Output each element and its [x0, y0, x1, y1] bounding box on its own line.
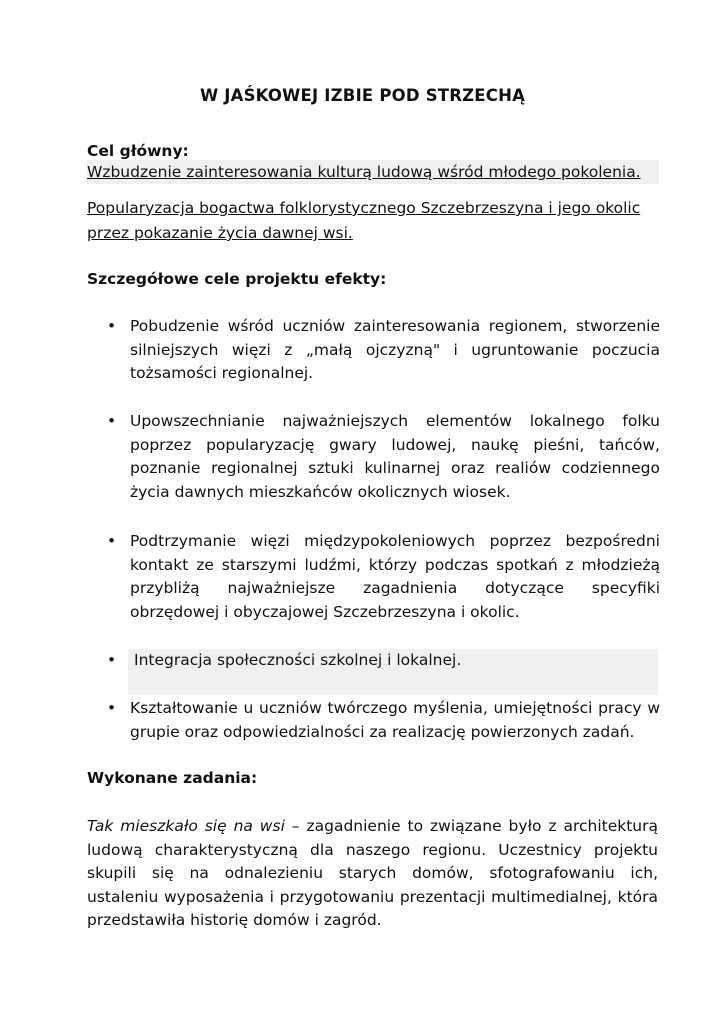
main-goal-line-2: Popularyzacja bogactwa folklorystycznego Szczebrzeszyna i jego okolic przez pokazanie życia dawnej wsi.: [87, 199, 641, 242]
list-item-text: Podtrzymanie więzi międzypokoleniowych poprzez bezpośredni kontakt ze starszymi ludźmi, którzy podczas spotkań z młodzieżą przybliżą najważniejsze zagadnienia dotyczące specyfiki obrzędowej i obyczajowej Szczebrzeszyna i okolic.: [130, 532, 660, 621]
task-description: – zagadnienie to związane było z architekturą ludową charakterystyczną dla naszego regionu. Uczestnicy projektu skupili się na odnalezieniu starych domów, sfotografowaniu ich, ustaleniu wyposażenia i przygotowaniu prezentacji multimedialnej, która przedstawiła historię domów i zagród.: [87, 817, 658, 929]
detailed-goals-label: Szczegółowe cele projektu efekty:: [87, 270, 387, 288]
bullet-dot-icon: •: [107, 532, 117, 550]
list-item: [104, 697, 660, 744]
main-goal-line-1: Wzbudzenie zainteresowania kulturą ludową wśród młodego pokolenia.: [87, 160, 659, 184]
list-item: [104, 315, 660, 386]
main-goal-label: Cel główny:: [87, 142, 189, 160]
list-item: [104, 530, 660, 624]
list-item: [104, 410, 660, 504]
completed-tasks-label: Wykonane zadania:: [87, 769, 258, 787]
bullet-dot-icon: •: [107, 651, 117, 669]
list-item-text: Kształtowanie u uczniów twórczego myślenia, umiejętności pracy w grupie oraz odpowiedzialności za realizację powierzonych zadań.: [130, 699, 660, 741]
list-item: [107, 649, 658, 695]
list-item-text: Pobudzenie wśród uczniów zainteresowania regionem, stworzenie silniejszych więzi z „małą ojczyzną" i ugruntowanie poczucia tożsamości regionalnej.: [130, 317, 660, 382]
list-item-text: Upowszechnianie najważniejszych elementów lokalnego folku poprzez popularyzację gwary ludowej, naukę pieśni, tańców, poznanie regionalnej sztuki kulinarnej oraz realiów codziennego życia dawnych mieszkańców okolicznych wiosek.: [130, 412, 660, 501]
list-item-text: Integracja społeczności szkolnej i lokalnej.: [134, 651, 462, 669]
bullet-dot-icon: •: [107, 412, 117, 430]
document-title: W JAŚKOWEJ IZBIE POD STRZECHĄ: [199, 86, 526, 105]
bullet-dot-icon: •: [107, 699, 117, 717]
completed-tasks-paragraph: [87, 815, 658, 933]
task-title: Tak mieszkało się na wsi: [87, 817, 285, 835]
bullet-dot-icon: •: [107, 317, 117, 335]
